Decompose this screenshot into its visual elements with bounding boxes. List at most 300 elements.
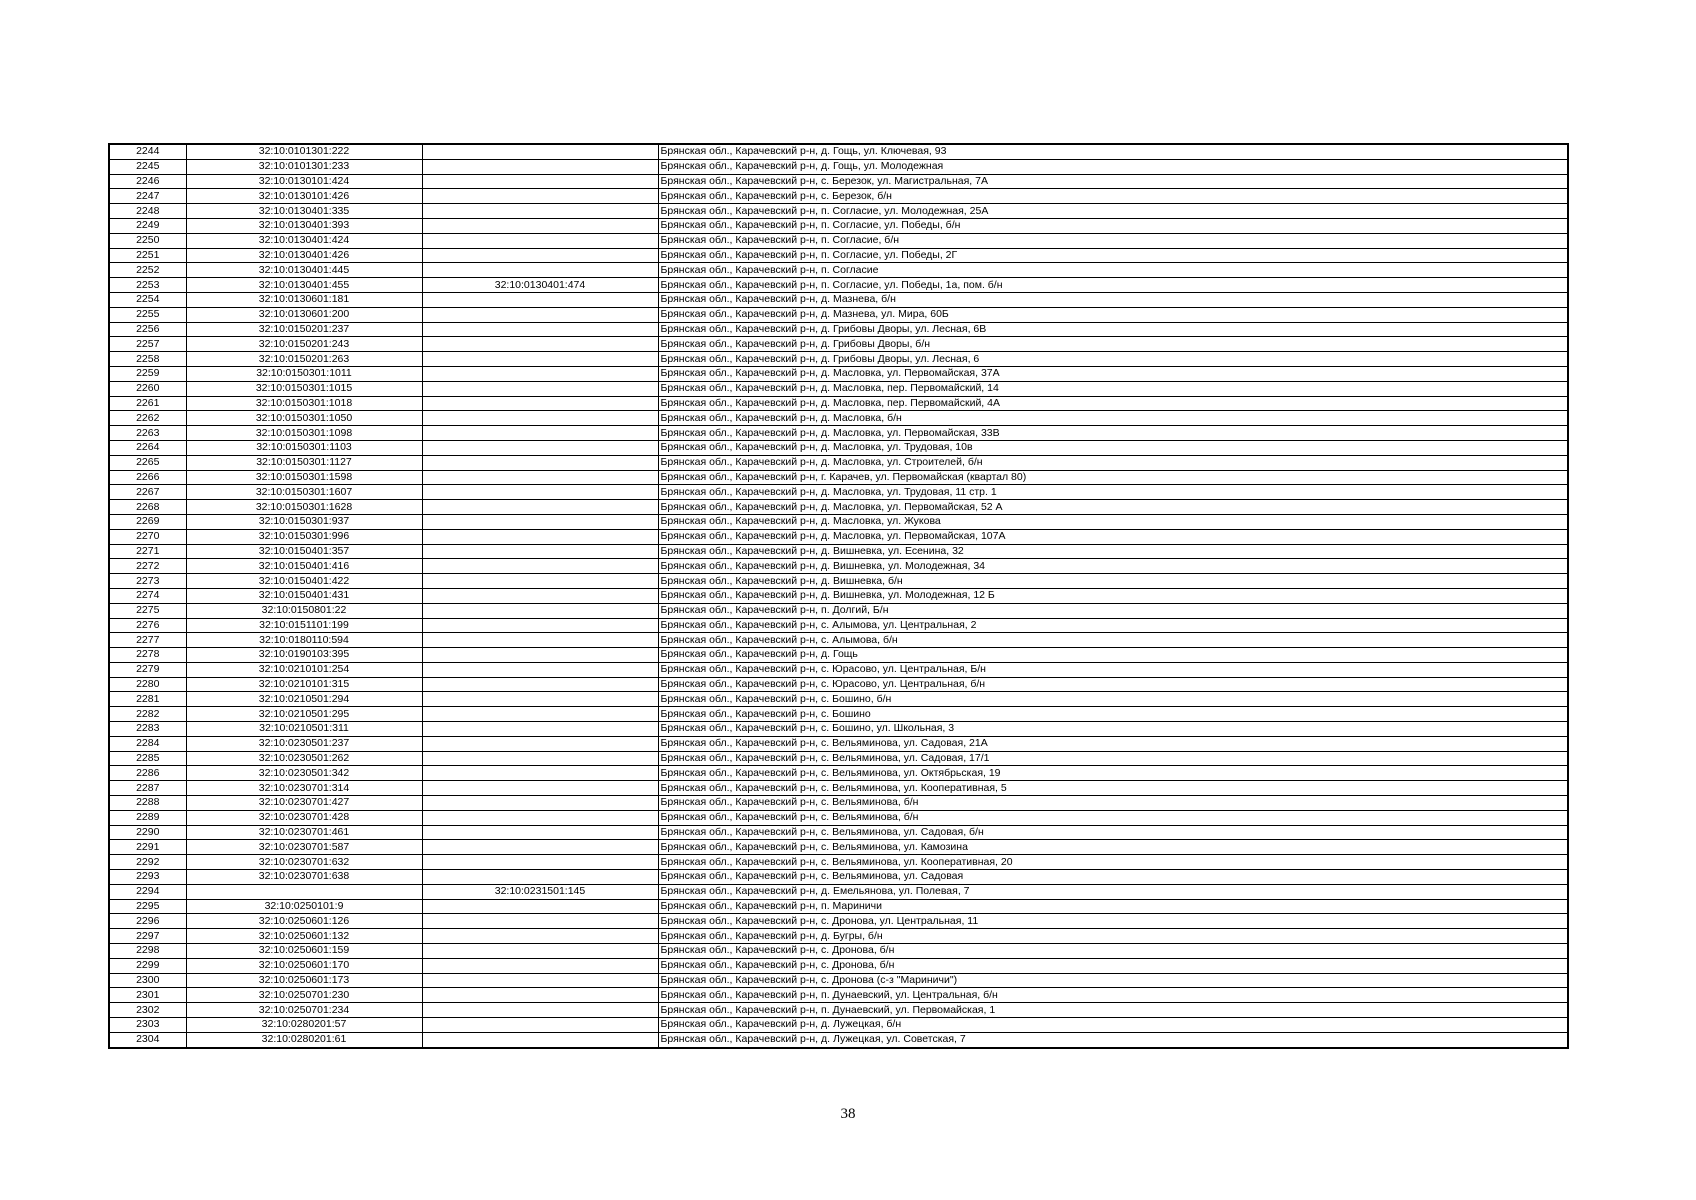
address-cell: Брянская обл., Карачевский р-н, п. Согласие, ул. Молодежная, 25А: [658, 204, 1568, 219]
address-cell: Брянская обл., Карачевский р-н, с. Вельяминова, ул. Кооперативная, 5: [658, 781, 1568, 796]
row-number-cell: 2270: [109, 529, 186, 544]
cadastral-number-cell: 32:10:0150401:431: [186, 588, 422, 603]
address-cell: Брянская обл., Карачевский р-н, с. Березок, ул. Магистральная, 7А: [658, 174, 1568, 189]
related-cadastral-number-cell: [422, 396, 658, 411]
address-cell: Брянская обл., Карачевский р-н, с. Вельяминова, ул. Камозина: [658, 840, 1568, 855]
table-row: [109, 588, 1568, 603]
row-number-cell: 2255: [109, 307, 186, 322]
table-row: [109, 307, 1568, 322]
table-row: [109, 440, 1568, 455]
row-number-cell: 2250: [109, 233, 186, 248]
related-cadastral-number-cell: [422, 840, 658, 855]
related-cadastral-number-cell: [422, 751, 658, 766]
row-number-cell: 2246: [109, 174, 186, 189]
cadastral-number-cell: 32:10:0150301:1018: [186, 396, 422, 411]
table-row: [109, 825, 1568, 840]
related-cadastral-number-cell: [422, 574, 658, 589]
cadastral-number-cell: 32:10:0150301:996: [186, 529, 422, 544]
cadastral-number-cell: 32:10:0150301:1103: [186, 440, 422, 455]
table-row: [109, 751, 1568, 766]
related-cadastral-number-cell: [422, 514, 658, 529]
related-cadastral-number-cell: [422, 707, 658, 722]
address-cell: Брянская обл., Карачевский р-н, д. Бугры, б/н: [658, 929, 1568, 944]
address-cell: Брянская обл., Карачевский р-н, д. Емельянова, ул. Полевая, 7: [658, 884, 1568, 899]
table-row: [109, 633, 1568, 648]
related-cadastral-number-cell: [422, 144, 658, 159]
table-row: [109, 204, 1568, 219]
cadastral-number-cell: 32:10:0130401:455: [186, 278, 422, 293]
related-cadastral-number-cell: [422, 988, 658, 1003]
address-cell: Брянская обл., Карачевский р-н, п. Согласие, б/н: [658, 233, 1568, 248]
address-cell: Брянская обл., Карачевский р-н, д. Грибовы Дворы, б/н: [658, 337, 1568, 352]
related-cadastral-number-cell: [422, 426, 658, 441]
cadastral-number-cell: 32:10:0150201:237: [186, 322, 422, 337]
address-cell: Брянская обл., Карачевский р-н, п. Согласие: [658, 263, 1568, 278]
cadastral-number-cell: 32:10:0151101:199: [186, 618, 422, 633]
related-cadastral-number-cell: [422, 381, 658, 396]
table-row: [109, 189, 1568, 204]
table-row: [109, 455, 1568, 470]
row-number-cell: 2276: [109, 618, 186, 633]
address-cell: Брянская обл., Карачевский р-н, д. Масловка, ул. Первомайская, 37А: [658, 366, 1568, 381]
row-number-cell: 2268: [109, 500, 186, 515]
cadastral-number-cell: 32:10:0250701:234: [186, 1003, 422, 1018]
related-cadastral-number-cell: [422, 855, 658, 870]
related-cadastral-number-cell: [422, 366, 658, 381]
table-row: [109, 1003, 1568, 1018]
table-row: [109, 544, 1568, 559]
cadastral-number-cell: 32:10:0210101:254: [186, 662, 422, 677]
table-row: [109, 218, 1568, 233]
table-row: [109, 884, 1568, 899]
row-number-cell: 2289: [109, 810, 186, 825]
row-number-cell: 2245: [109, 159, 186, 174]
related-cadastral-number-cell: [422, 485, 658, 500]
cadastral-number-cell: 32:10:0150301:1598: [186, 470, 422, 485]
cadastral-number-cell: 32:10:0250101:9: [186, 899, 422, 914]
cadastral-number-cell: 32:10:0101301:222: [186, 144, 422, 159]
row-number-cell: 2280: [109, 677, 186, 692]
related-cadastral-number-cell: [422, 470, 658, 485]
cadastral-number-cell: 32:10:0210501:311: [186, 722, 422, 737]
table-row: [109, 574, 1568, 589]
row-number-cell: 2302: [109, 1003, 186, 1018]
related-cadastral-number-cell: [422, 218, 658, 233]
cadastral-number-cell: 32:10:0230701:314: [186, 781, 422, 796]
address-cell: Брянская обл., Карачевский р-н, д. Мазнева, б/н: [658, 292, 1568, 307]
cadastral-number-cell: 32:10:0130601:181: [186, 292, 422, 307]
address-cell: Брянская обл., Карачевский р-н, с. Вельяминова, б/н: [658, 810, 1568, 825]
related-cadastral-number-cell: [422, 337, 658, 352]
related-cadastral-number-cell: [422, 204, 658, 219]
table-row: [109, 958, 1568, 973]
address-cell: Брянская обл., Карачевский р-н, с. Дронова, ул. Центральная, 11: [658, 914, 1568, 929]
table-row: [109, 855, 1568, 870]
address-cell: Брянская обл., Карачевский р-н, д. Вишневка, ул. Молодежная, 12 Б: [658, 588, 1568, 603]
address-cell: Брянская обл., Карачевский р-н, с. Вельяминова, ул. Октябрьская, 19: [658, 766, 1568, 781]
related-cadastral-number-cell: [422, 722, 658, 737]
row-number-cell: 2301: [109, 988, 186, 1003]
address-cell: Брянская обл., Карачевский р-н, д. Масловка, ул. Трудовая, 10в: [658, 440, 1568, 455]
row-number-cell: 2293: [109, 870, 186, 885]
row-number-cell: 2259: [109, 366, 186, 381]
cadastral-number-cell: 32:10:0280201:57: [186, 1018, 422, 1033]
address-cell: Брянская обл., Карачевский р-н, п. Согласие, ул. Победы, 1а, пом. б/н: [658, 278, 1568, 293]
address-cell: Брянская обл., Карачевский р-н, д. Масловка, пер. Первомайский, 4А: [658, 396, 1568, 411]
row-number-cell: 2299: [109, 958, 186, 973]
address-cell: Брянская обл., Карачевский р-н, д. Масловка, пер. Первомайский, 14: [658, 381, 1568, 396]
table-row: [109, 722, 1568, 737]
row-number-cell: 2266: [109, 470, 186, 485]
cadastral-number-cell: 32:10:0230501:342: [186, 766, 422, 781]
row-number-cell: 2292: [109, 855, 186, 870]
table-row: [109, 174, 1568, 189]
cadastral-number-cell: 32:10:0150401:357: [186, 544, 422, 559]
address-cell: Брянская обл., Карачевский р-н, п. Согласие, ул. Победы, б/н: [658, 218, 1568, 233]
related-cadastral-number-cell: [422, 692, 658, 707]
table-row: [109, 144, 1568, 159]
cadastral-number-cell: 32:10:0150201:263: [186, 352, 422, 367]
table-row: [109, 603, 1568, 618]
row-number-cell: 2252: [109, 263, 186, 278]
row-number-cell: 2244: [109, 144, 186, 159]
table-row: [109, 337, 1568, 352]
address-cell: Брянская обл., Карачевский р-н, д. Гощь, ул. Ключевая, 93: [658, 144, 1568, 159]
related-cadastral-number-cell: [422, 440, 658, 455]
row-number-cell: 2251: [109, 248, 186, 263]
row-number-cell: 2258: [109, 352, 186, 367]
address-cell: Брянская обл., Карачевский р-н, п. Мариничи: [658, 899, 1568, 914]
related-cadastral-number-cell: 32:10:0130401:474: [422, 278, 658, 293]
table-row: [109, 648, 1568, 663]
related-cadastral-number-cell: [422, 544, 658, 559]
table-row: [109, 366, 1568, 381]
related-cadastral-number-cell: [422, 810, 658, 825]
related-cadastral-number-cell: [422, 411, 658, 426]
cadastral-number-cell: 32:10:0150301:1098: [186, 426, 422, 441]
cadastral-number-cell: 32:10:0130401:393: [186, 218, 422, 233]
address-cell: Брянская обл., Карачевский р-н, д. Гощь, ул. Молодежная: [658, 159, 1568, 174]
cadastral-number-cell: 32:10:0250601:126: [186, 914, 422, 929]
cadastral-number-cell: 32:10:0130401:335: [186, 204, 422, 219]
cadastral-number-cell: 32:10:0250601:132: [186, 929, 422, 944]
address-cell: Брянская обл., Карачевский р-н, с. Вельяминова, ул. Садовая, б/н: [658, 825, 1568, 840]
table-row: [109, 559, 1568, 574]
address-cell: Брянская обл., Карачевский р-н, д. Мазнева, ул. Мира, 60Б: [658, 307, 1568, 322]
cadastral-number-cell: 32:10:0150401:416: [186, 559, 422, 574]
address-cell: Брянская обл., Карачевский р-н, с. Вельяминова, ул. Садовая, 17/1: [658, 751, 1568, 766]
related-cadastral-number-cell: [422, 633, 658, 648]
cadastral-number-cell: 32:10:0130101:424: [186, 174, 422, 189]
row-number-cell: 2296: [109, 914, 186, 929]
related-cadastral-number-cell: [422, 248, 658, 263]
table-row: [109, 411, 1568, 426]
registry-table: [108, 143, 1569, 1049]
address-cell: Брянская обл., Карачевский р-н, д. Вишневка, б/н: [658, 574, 1568, 589]
table-row: [109, 352, 1568, 367]
row-number-cell: 2283: [109, 722, 186, 737]
address-cell: Брянская обл., Карачевский р-н, д. Масловка, ул. Трудовая, 11 стр. 1: [658, 485, 1568, 500]
row-number-cell: 2262: [109, 411, 186, 426]
address-cell: Брянская обл., Карачевский р-н, д. Лужецкая, б/н: [658, 1018, 1568, 1033]
address-cell: Брянская обл., Карачевский р-н, д. Вишневка, ул. Молодежная, 34: [658, 559, 1568, 574]
address-cell: Брянская обл., Карачевский р-н, д. Масловка, ул. Строителей, б/н: [658, 455, 1568, 470]
table-row: [109, 263, 1568, 278]
address-cell: Брянская обл., Карачевский р-н, д. Масловка, ул. Первомайская, 52 А: [658, 500, 1568, 515]
address-cell: Брянская обл., Карачевский р-н, с. Дронова, б/н: [658, 958, 1568, 973]
table-row: [109, 233, 1568, 248]
row-number-cell: 2253: [109, 278, 186, 293]
table-row: [109, 870, 1568, 885]
address-cell: Брянская обл., Карачевский р-н, с. Бошино: [658, 707, 1568, 722]
cadastral-number-cell: 32:10:0210501:294: [186, 692, 422, 707]
address-cell: Брянская обл., Карачевский р-н, д. Масловка, ул. Первомайская, 107А: [658, 529, 1568, 544]
cadastral-number-cell: 32:10:0150301:1050: [186, 411, 422, 426]
related-cadastral-number-cell: [422, 825, 658, 840]
cadastral-number-cell: 32:10:0150801:22: [186, 603, 422, 618]
related-cadastral-number-cell: [422, 455, 658, 470]
address-cell: Брянская обл., Карачевский р-н, д. Грибовы Дворы, ул. Лесная, 6: [658, 352, 1568, 367]
row-number-cell: 2275: [109, 603, 186, 618]
cadastral-number-cell: 32:10:0230701:632: [186, 855, 422, 870]
row-number-cell: 2290: [109, 825, 186, 840]
table-row: [109, 248, 1568, 263]
cadastral-number-cell: 32:10:0130101:426: [186, 189, 422, 204]
related-cadastral-number-cell: 32:10:0231501:145: [422, 884, 658, 899]
related-cadastral-number-cell: [422, 914, 658, 929]
related-cadastral-number-cell: [422, 958, 658, 973]
cadastral-number-cell: 32:10:0230701:638: [186, 870, 422, 885]
address-cell: Брянская обл., Карачевский р-н, д. Гощь: [658, 648, 1568, 663]
table-row: [109, 322, 1568, 337]
table-row: [109, 973, 1568, 988]
address-cell: Брянская обл., Карачевский р-н, с. Дронова (с-з "Мариничи"): [658, 973, 1568, 988]
address-cell: Брянская обл., Карачевский р-н, д. Масловка, б/н: [658, 411, 1568, 426]
row-number-cell: 2249: [109, 218, 186, 233]
cadastral-number-cell: 32:10:0230701:587: [186, 840, 422, 855]
row-number-cell: 2265: [109, 455, 186, 470]
cadastral-number-cell: 32:10:0130401:445: [186, 263, 422, 278]
cadastral-number-cell: 32:10:0210101:315: [186, 677, 422, 692]
table-row: [109, 500, 1568, 515]
address-cell: Брянская обл., Карачевский р-н, д. Масловка, ул. Жукова: [658, 514, 1568, 529]
address-cell: Брянская обл., Карачевский р-н, с. Алымова, б/н: [658, 633, 1568, 648]
cadastral-number-cell: 32:10:0250701:230: [186, 988, 422, 1003]
address-cell: Брянская обл., Карачевский р-н, с. Вельяминова, ул. Кооперативная, 20: [658, 855, 1568, 870]
related-cadastral-number-cell: [422, 159, 658, 174]
address-cell: Брянская обл., Карачевский р-н, д. Грибовы Дворы, ул. Лесная, 6В: [658, 322, 1568, 337]
related-cadastral-number-cell: [422, 352, 658, 367]
row-number-cell: 2254: [109, 292, 186, 307]
row-number-cell: 2281: [109, 692, 186, 707]
row-number-cell: 2295: [109, 899, 186, 914]
address-cell: Брянская обл., Карачевский р-н, с. Юрасово, ул. Центральная, б/н: [658, 677, 1568, 692]
row-number-cell: 2291: [109, 840, 186, 855]
related-cadastral-number-cell: [422, 292, 658, 307]
table-row: [109, 514, 1568, 529]
related-cadastral-number-cell: [422, 899, 658, 914]
cadastral-number-cell: 32:10:0150301:1607: [186, 485, 422, 500]
row-number-cell: 2300: [109, 973, 186, 988]
cadastral-number-cell: 32:10:0250601:170: [186, 958, 422, 973]
address-cell: Брянская обл., Карачевский р-н, д. Масловка, ул. Первомайская, 33В: [658, 426, 1568, 441]
address-cell: Брянская обл., Карачевский р-н, с. Дронова, б/н: [658, 944, 1568, 959]
table-row: [109, 396, 1568, 411]
cadastral-number-cell: 32:10:0250601:173: [186, 973, 422, 988]
cadastral-number-cell: 32:10:0150301:1011: [186, 366, 422, 381]
row-number-cell: 2304: [109, 1032, 186, 1047]
row-number-cell: 2247: [109, 189, 186, 204]
related-cadastral-number-cell: [422, 1032, 658, 1047]
cadastral-number-cell: 32:10:0280201:61: [186, 1032, 422, 1047]
row-number-cell: 2272: [109, 559, 186, 574]
cadastral-number-cell: 32:10:0150301:937: [186, 514, 422, 529]
related-cadastral-number-cell: [422, 1003, 658, 1018]
address-cell: Брянская обл., Карачевский р-н, с. Вельяминова, ул. Садовая: [658, 870, 1568, 885]
table-row: [109, 796, 1568, 811]
address-cell: Брянская обл., Карачевский р-н, п. Долгий, Б/н: [658, 603, 1568, 618]
table-row: [109, 988, 1568, 1003]
row-number-cell: 2263: [109, 426, 186, 441]
table-row: [109, 278, 1568, 293]
cadastral-number-cell: 32:10:0150201:243: [186, 337, 422, 352]
row-number-cell: 2269: [109, 514, 186, 529]
table-row: [109, 485, 1568, 500]
table-row: [109, 929, 1568, 944]
related-cadastral-number-cell: [422, 648, 658, 663]
table-row: [109, 914, 1568, 929]
cadastral-number-cell: 32:10:0230501:237: [186, 736, 422, 751]
cadastral-number-cell: 32:10:0150301:1127: [186, 455, 422, 470]
row-number-cell: 2298: [109, 944, 186, 959]
related-cadastral-number-cell: [422, 559, 658, 574]
cadastral-number-cell: 32:10:0150301:1628: [186, 500, 422, 515]
row-number-cell: 2288: [109, 796, 186, 811]
address-cell: Брянская обл., Карачевский р-н, с. Бошино, б/н: [658, 692, 1568, 707]
address-cell: Брянская обл., Карачевский р-н, с. Вельяминова, б/н: [658, 796, 1568, 811]
address-cell: Брянская обл., Карачевский р-н, п. Дунаевский, ул. Центральная, б/н: [658, 988, 1568, 1003]
related-cadastral-number-cell: [422, 766, 658, 781]
cadastral-number-cell: 32:10:0150301:1015: [186, 381, 422, 396]
related-cadastral-number-cell: [422, 929, 658, 944]
row-number-cell: 2277: [109, 633, 186, 648]
related-cadastral-number-cell: [422, 500, 658, 515]
table-row: [109, 899, 1568, 914]
row-number-cell: 2260: [109, 381, 186, 396]
related-cadastral-number-cell: [422, 603, 658, 618]
cadastral-number-cell: 32:10:0130401:424: [186, 233, 422, 248]
row-number-cell: 2286: [109, 766, 186, 781]
related-cadastral-number-cell: [422, 736, 658, 751]
related-cadastral-number-cell: [422, 781, 658, 796]
related-cadastral-number-cell: [422, 529, 658, 544]
address-cell: Брянская обл., Карачевский р-н, с. Бошино, ул. Школьная, 3: [658, 722, 1568, 737]
related-cadastral-number-cell: [422, 233, 658, 248]
address-cell: Брянская обл., Карачевский р-н, с. Юрасово, ул. Центральная, Б/н: [658, 662, 1568, 677]
related-cadastral-number-cell: [422, 263, 658, 278]
table-row: [109, 470, 1568, 485]
row-number-cell: 2294: [109, 884, 186, 899]
cadastral-number-cell: 32:10:0230701:428: [186, 810, 422, 825]
related-cadastral-number-cell: [422, 796, 658, 811]
row-number-cell: 2285: [109, 751, 186, 766]
table-row: [109, 677, 1568, 692]
cadastral-number-cell: 32:10:0250601:159: [186, 944, 422, 959]
cadastral-number-cell: 32:10:0130601:200: [186, 307, 422, 322]
table-row: [109, 662, 1568, 677]
table-row: [109, 766, 1568, 781]
related-cadastral-number-cell: [422, 588, 658, 603]
row-number-cell: 2303: [109, 1018, 186, 1033]
cadastral-number-cell: 32:10:0101301:233: [186, 159, 422, 174]
address-cell: Брянская обл., Карачевский р-н, д. Вишневка, ул. Есенина, 32: [658, 544, 1568, 559]
address-cell: Брянская обл., Карачевский р-н, с. Березок, б/н: [658, 189, 1568, 204]
row-number-cell: 2261: [109, 396, 186, 411]
table-row: [109, 1018, 1568, 1033]
cadastral-number-cell: 32:10:0130401:426: [186, 248, 422, 263]
address-cell: Брянская обл., Карачевский р-н, п. Согласие, ул. Победы, 2Г: [658, 248, 1568, 263]
related-cadastral-number-cell: [422, 973, 658, 988]
related-cadastral-number-cell: [422, 662, 658, 677]
table-row: [109, 707, 1568, 722]
cadastral-number-cell: 32:10:0150401:422: [186, 574, 422, 589]
table-row: [109, 1032, 1568, 1047]
row-number-cell: 2256: [109, 322, 186, 337]
table-row: [109, 159, 1568, 174]
registry-table-body: [109, 144, 1568, 1048]
related-cadastral-number-cell: [422, 307, 658, 322]
row-number-cell: 2287: [109, 781, 186, 796]
table-row: [109, 736, 1568, 751]
address-cell: Брянская обл., Карачевский р-н, с. Алымова, ул. Центральная, 2: [658, 618, 1568, 633]
table-row: [109, 426, 1568, 441]
table-row: [109, 381, 1568, 396]
related-cadastral-number-cell: [422, 618, 658, 633]
row-number-cell: 2248: [109, 204, 186, 219]
row-number-cell: 2274: [109, 588, 186, 603]
row-number-cell: 2257: [109, 337, 186, 352]
table-row: [109, 292, 1568, 307]
related-cadastral-number-cell: [422, 1018, 658, 1033]
cadastral-number-cell: 32:10:0230701:427: [186, 796, 422, 811]
related-cadastral-number-cell: [422, 189, 658, 204]
cadastral-number-cell: 32:10:0180110:594: [186, 633, 422, 648]
row-number-cell: 2278: [109, 648, 186, 663]
table-row: [109, 944, 1568, 959]
address-cell: Брянская обл., Карачевский р-н, д. Лужецкая, ул. Советская, 7: [658, 1032, 1568, 1047]
table-row: [109, 529, 1568, 544]
row-number-cell: 2279: [109, 662, 186, 677]
page-number: 38: [840, 1106, 856, 1122]
related-cadastral-number-cell: [422, 174, 658, 189]
related-cadastral-number-cell: [422, 322, 658, 337]
row-number-cell: 2271: [109, 544, 186, 559]
cadastral-number-cell: 32:10:0230501:262: [186, 751, 422, 766]
cadastral-number-cell: [186, 884, 422, 899]
related-cadastral-number-cell: [422, 944, 658, 959]
row-number-cell: 2264: [109, 440, 186, 455]
table-row: [109, 692, 1568, 707]
related-cadastral-number-cell: [422, 677, 658, 692]
table-row: [109, 618, 1568, 633]
row-number-cell: 2267: [109, 485, 186, 500]
address-cell: Брянская обл., Карачевский р-н, п. Дунаевский, ул. Первомайская, 1: [658, 1003, 1568, 1018]
cadastral-number-cell: 32:10:0190103:395: [186, 648, 422, 663]
table-row: [109, 810, 1568, 825]
cadastral-number-cell: 32:10:0210501:295: [186, 707, 422, 722]
table-row: [109, 781, 1568, 796]
row-number-cell: 2282: [109, 707, 186, 722]
